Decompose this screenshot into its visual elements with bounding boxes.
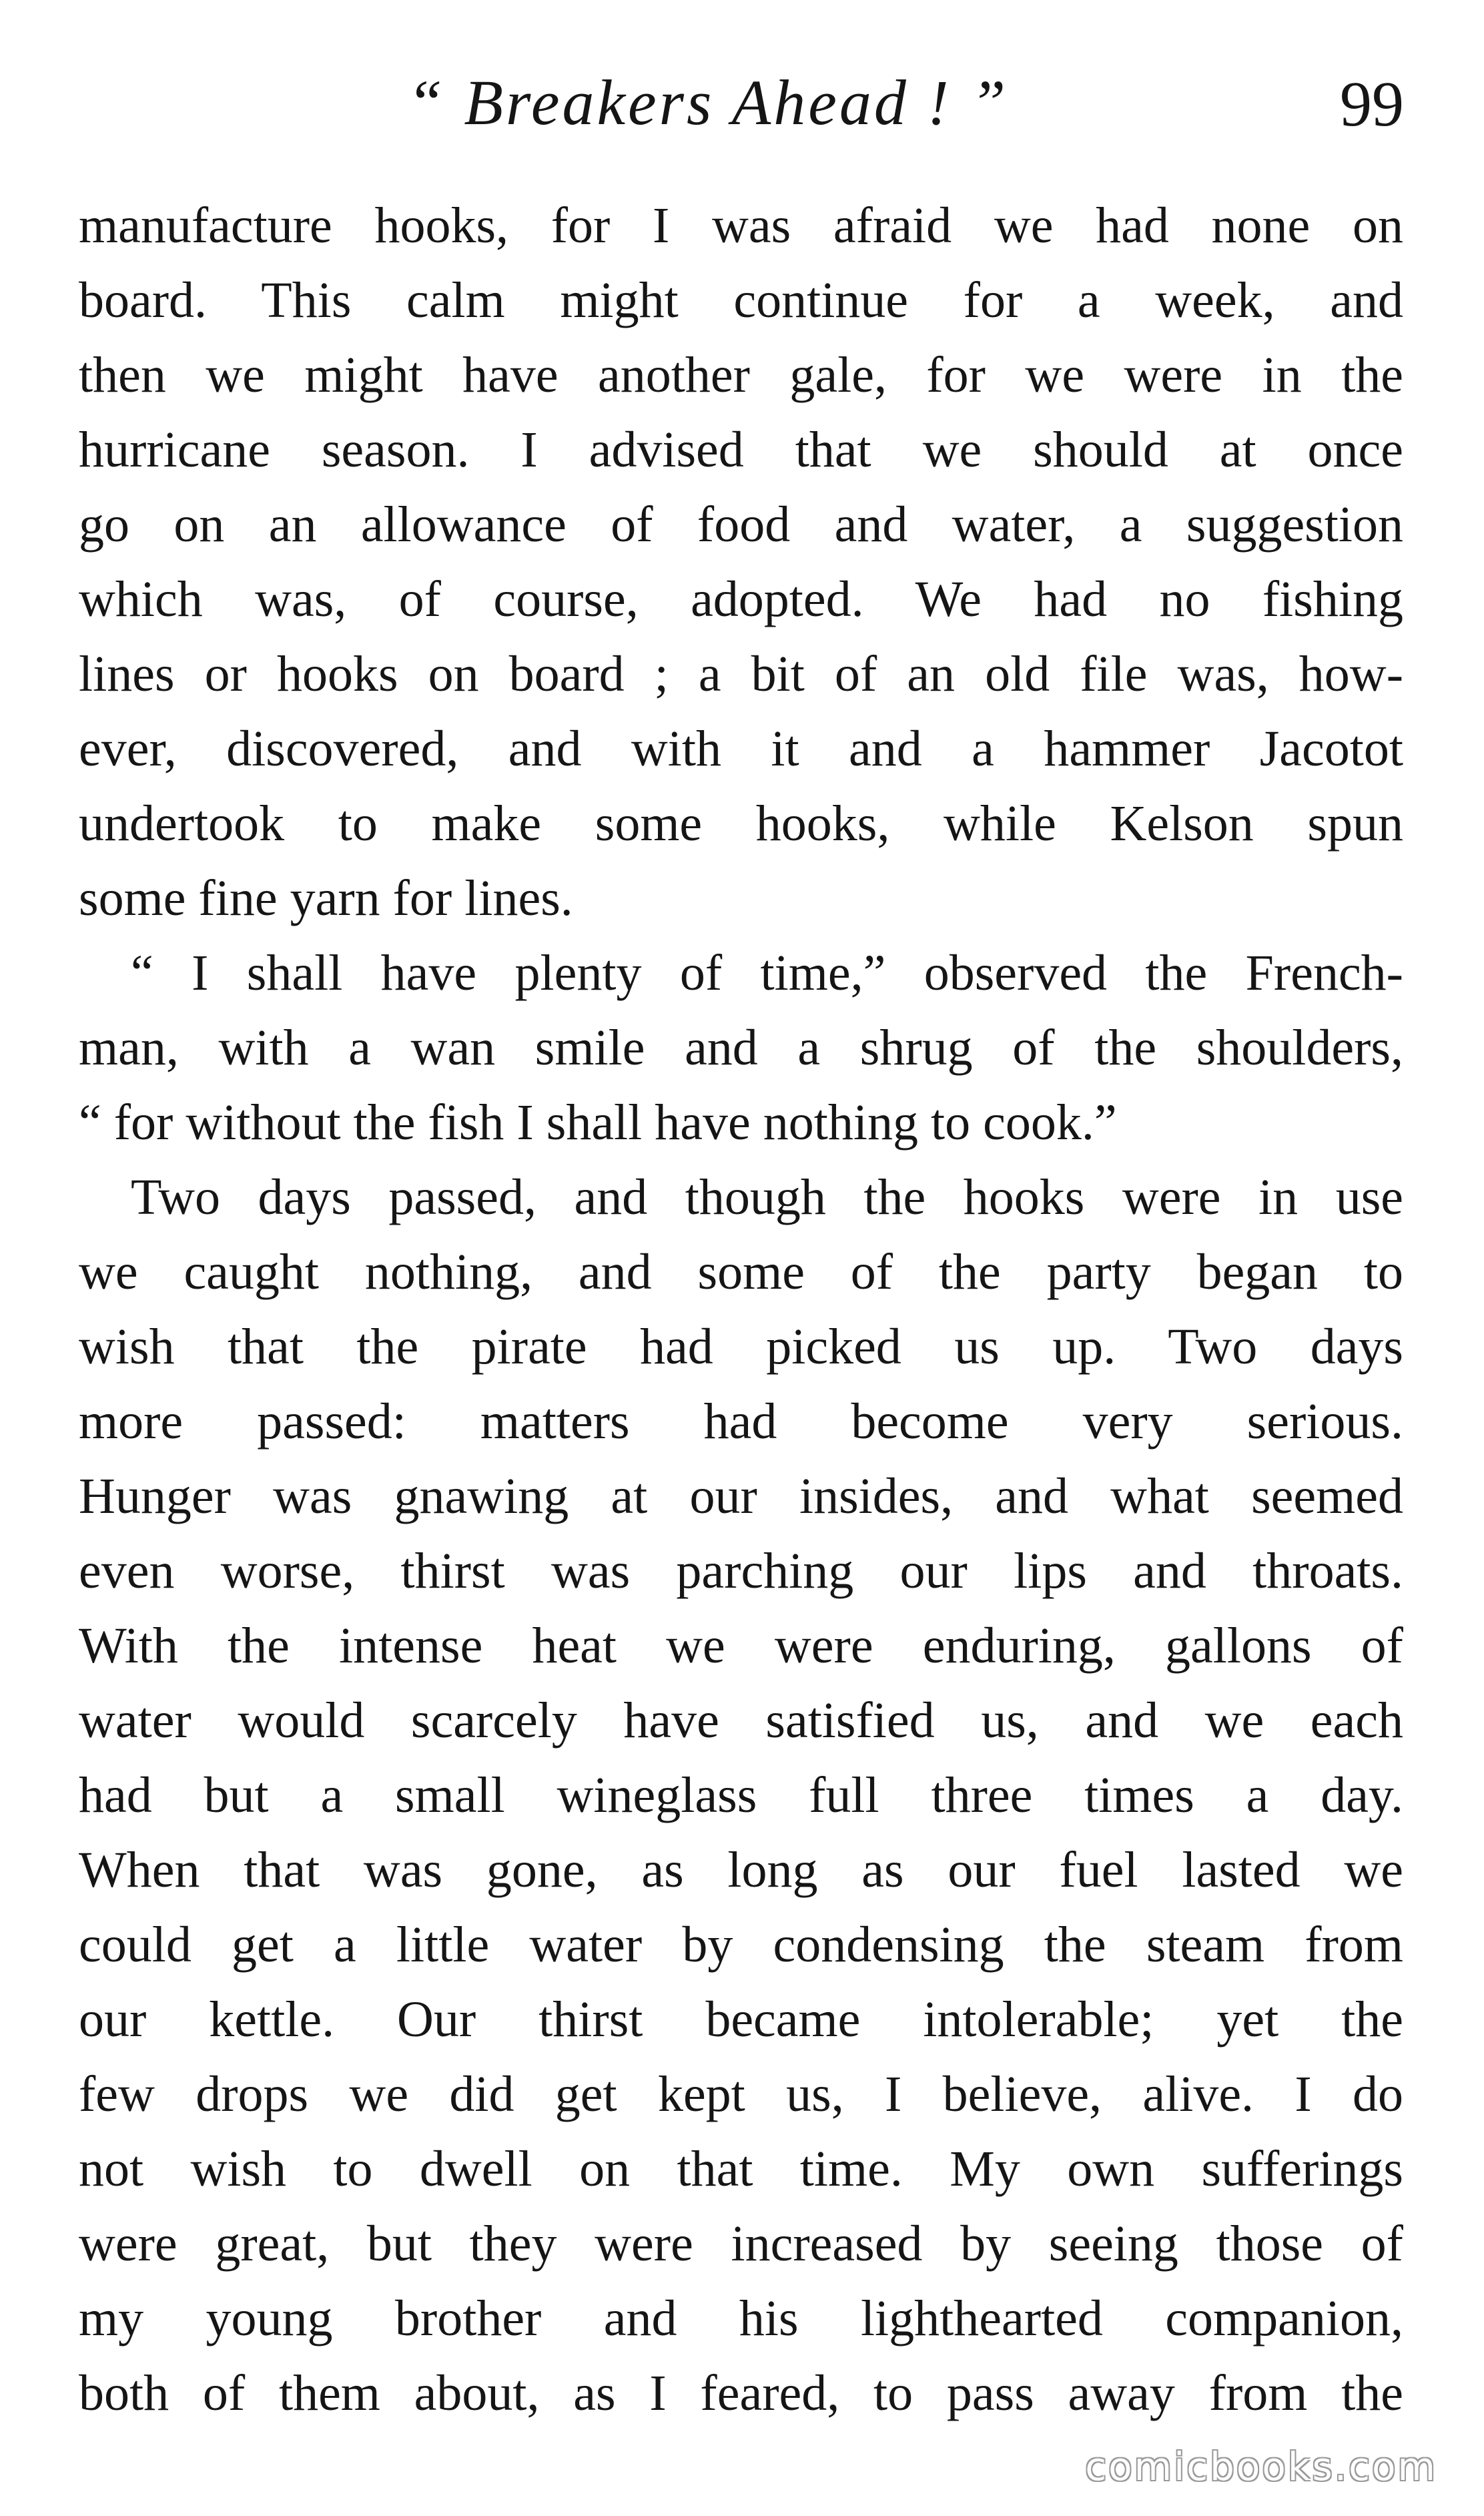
text-line: more passed: matters had become very serious. [79,1393,1403,1450]
text-line: our kettle. Our thirst became intolerable; yet the [79,1991,1403,2048]
body-text [79,188,1403,2431]
text-line: were great, but they were increased by seeing those of [79,2216,1403,2272]
text-line: go on an allowance of food and water, a suggestion [79,497,1403,553]
text-line: “ I shall have plenty of time,” observed the French- [131,945,1403,1001]
text-line: lines or hooks on board ; a bit of an old file was, how- [79,646,1403,702]
text-line: my young brother and his lighthearted companion, [79,2290,1403,2346]
text-line: even worse, thirst was parching our lips and throats. [79,1543,1403,1599]
text-line: man, with a wan smile and a shrug of the shoulders, [79,1020,1403,1076]
text-line: then we might have another gale, for we were in the [79,347,1403,403]
text-line: ever, discovered, and with it and a hammer Jacotot [79,721,1403,777]
running-head [0,65,1484,145]
text-line: Two days passed, and though the hooks were in use [131,1169,1403,1225]
text-line: With the intense heat we were enduring, gallons of [79,1618,1403,1674]
text-line: water would scarcely have satisfied us, and we each [79,1692,1403,1749]
text-line: wish that the pirate had picked us up. Two days [79,1319,1403,1375]
page-number: 99 [1340,68,1404,139]
text-line: “ for without the fish I shall have nothing to cook.” [79,1094,1117,1151]
text-line: which was, of course, adopted. We had no fishing [79,571,1403,627]
text-line: both of them about, as I feared, to pass away from the [79,2365,1403,2421]
text-line: When that was gone, as long as our fuel lasted we [79,1842,1403,1898]
watermark: comicbooks.com [1085,2444,1437,2489]
text-line: Hunger was gnawing at our insides, and what seemed [79,1468,1403,1524]
text-line: board. This calm might continue for a week, and [79,272,1403,328]
running-title: “ Breakers Ahead ! ” [407,67,1009,138]
text-line: had but a small wineglass full three times a day. [79,1767,1403,1823]
text-line: some fine yarn for lines. [79,870,573,926]
text-line: not wish to dwell on that time. My own sufferings [79,2141,1403,2197]
text-line: undertook to make some hooks, while Kelson spun [79,796,1403,852]
text-line: could get a little water by condensing the steam from [79,1917,1403,1973]
text-line: hurricane season. I advised that we should at once [79,422,1403,478]
text-line: we caught nothing, and some of the party began to [79,1244,1403,1300]
text-line: few drops we did get kept us, I believe, alive. I do [79,2066,1403,2122]
text-line: manufacture hooks, for I was afraid we had none on [79,198,1403,254]
